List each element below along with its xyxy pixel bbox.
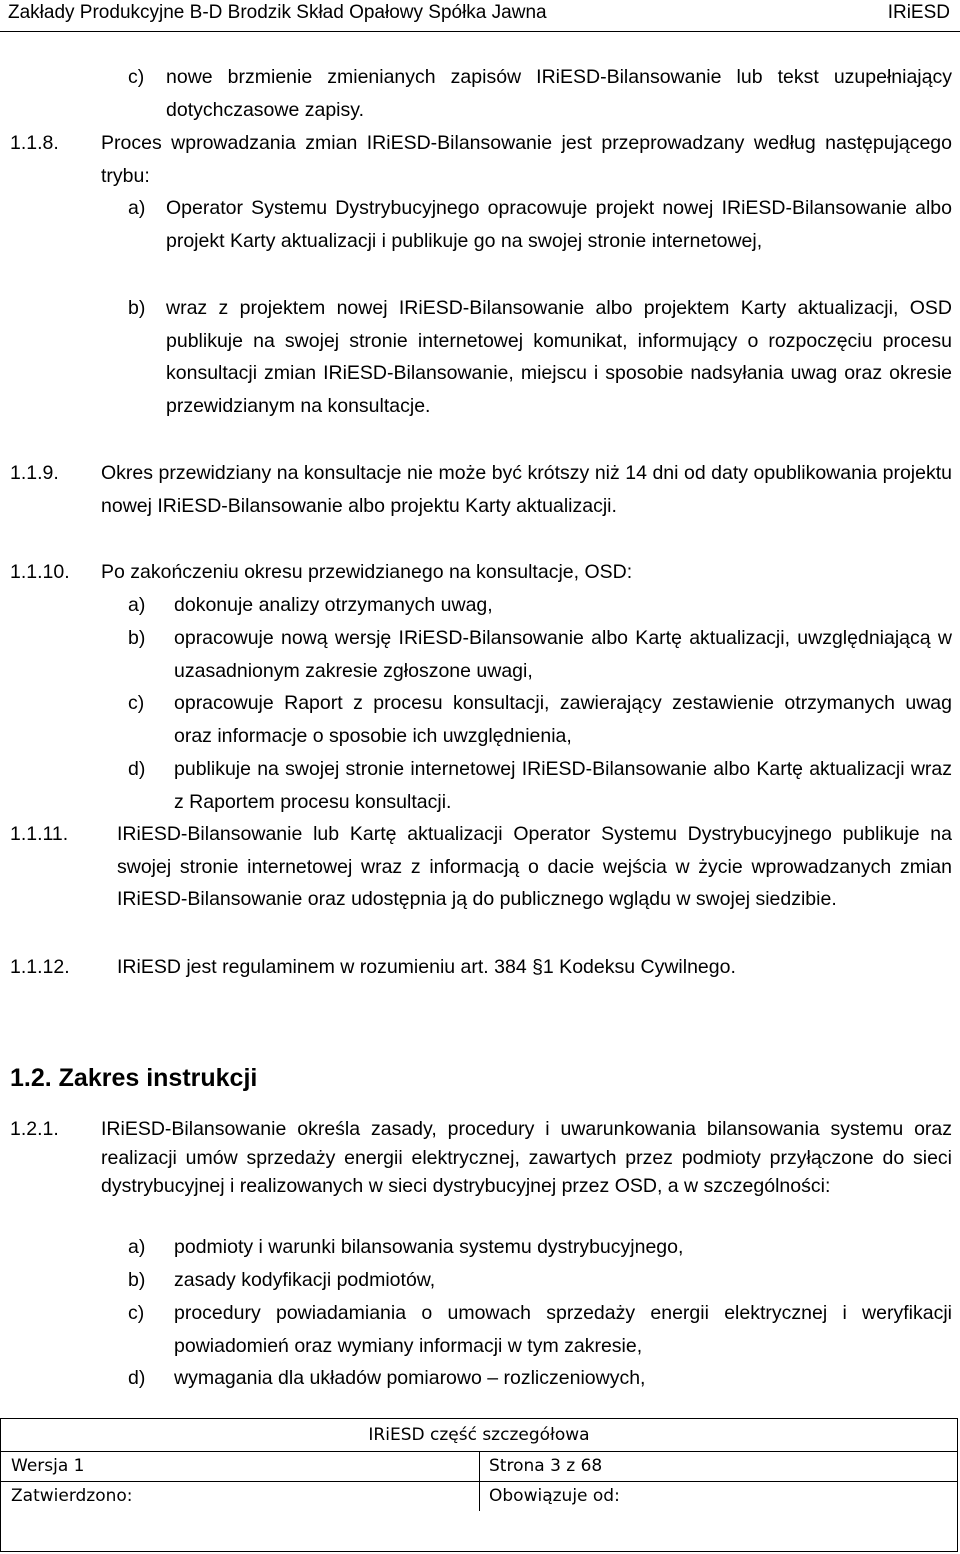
item-label: a) — [128, 594, 146, 616]
footer-page-number: Strona 3 z 68 — [489, 1456, 603, 1476]
section-number-1-1-8: 1.1.8. — [10, 132, 59, 154]
section-number-1-1-9: 1.1.9. — [10, 462, 59, 484]
paragraph-1-2-1-b: zasady kodyfikacji podmiotów, — [174, 1269, 436, 1291]
paragraph-1-2-1-d: wymagania dla układów pomiarowo – rozliczeniowych, — [174, 1367, 646, 1389]
paragraph-1-1-12: IRiESD jest regulaminem w rozumieniu art. 384 §1 Kodeksu Cywilnego. — [117, 956, 736, 978]
paragraph-1-1-9: Okres przewidziany na konsultacje nie może być krótszy niż 14 dni od daty opublikowania projektu nowej IRiESD-Bilansowanie albo projektu Karty aktualizacji. — [101, 462, 952, 517]
paragraph-1-1-10-a: dokonuje analizy otrzymanych uwag, — [174, 594, 493, 616]
item-label: c) — [128, 1302, 145, 1324]
paragraph-1-1-10-d: publikuje na swojej stronie internetowej IRiESD-Bilansowanie albo Kartę aktualizacji wraz z Raportem procesu konsultacji. — [174, 758, 952, 813]
header-company: Zakłady Produkcyjne B-D Brodzik Skład Opałowy Spółka Jawna — [8, 2, 547, 23]
paragraph-1-2-1-c: procedury powiadamiania o umowach sprzedaży energii elektrycznej i weryfikacji powiadomień oraz wymiany informacji w tym zakresie, — [174, 1302, 952, 1357]
item-label: a) — [128, 1236, 146, 1258]
footer-row — [1, 1451, 957, 1482]
footer-title: IRiESD część szczegółowa — [1, 1419, 957, 1452]
item-label: d) — [128, 758, 146, 780]
paragraph-1-1-8-a: Operator Systemu Dystrybucyjnego opracowuje projekt nowej IRiESD-Bilansowanie albo projekt Karty aktualizacji i publikuje go na swojej stronie internetowej, — [166, 197, 952, 252]
item-label: b) — [128, 627, 146, 649]
footer-effective-label: Obowiązuje od: — [489, 1486, 620, 1506]
paragraph-1-1-8: Proces wprowadzania zmian IRiESD-Bilansowanie jest przeprowadzany według następującego trybu: — [101, 132, 952, 187]
item-label: c) — [128, 692, 145, 714]
section-heading-1-2: 1.2. Zakres instrukcji — [10, 1064, 258, 1092]
header-doc-code: IRiESD — [887, 2, 950, 23]
section-number-1-1-11: 1.1.11. — [10, 823, 69, 845]
footer-approved-label: Zatwierdzono: — [11, 1486, 133, 1506]
paragraph-1-1-8-b: wraz z projektem nowej IRiESD-Bilansowanie albo projektem Karty aktualizacji, OSD publikuje na swojej stronie internetowej komunikat, informujący o rozpoczęciu procesu konsultacji zmian IRiESD-Bilansowanie, miejscu i sposobie nadsyłania uwag oraz okresie przewidzianym na konsultacje. — [166, 297, 952, 417]
paragraph-1-1-10: Po zakończeniu okresu przewidzianego na konsultacje, OSD: — [101, 561, 633, 583]
paragraph-1-2-1-a: podmioty i warunki bilansowania systemu dystrybucyjnego, — [174, 1236, 684, 1258]
page-header — [0, 0, 960, 32]
item-label: b) — [128, 297, 146, 319]
footer-version: Wersja 1 — [11, 1456, 85, 1476]
paragraph-1-2-1: IRiESD-Bilansowanie określa zasady, procedury i uwarunkowania bilansowania systemu oraz realizacji umów sprzedaży energii elektrycznej, zawartych przez podmioty przyłączone do sieci dystrybucyjnej i realizowanych w sieci dystrybucyjnej przez OSD, a w szczególności: — [101, 1118, 952, 1197]
page-footer-table — [0, 1418, 958, 1552]
item-label: a) — [128, 197, 146, 219]
paragraph-1-1-11: IRiESD-Bilansowanie lub Kartę aktualizacji Operator Systemu Dystrybucyjnego publikuje na swojej stronie internetowej wraz z informacją o dacie wejścia w życie wprowadzanych zmian IRiESD-Bilansowanie oraz udostępnia ją do publicznego wglądu w swojej siedzibie. — [117, 823, 952, 910]
paragraph-1-1-10-c: opracowuje Raport z procesu konsultacji, zawierający zestawienie otrzymanych uwag oraz informacje o sposobie ich uwzględnienia, — [174, 692, 952, 747]
section-number-1-2-1: 1.2.1. — [10, 1118, 59, 1140]
footer-row — [1, 1481, 957, 1511]
item-label: d) — [128, 1367, 146, 1389]
section-number-1-1-12: 1.1.12. — [10, 956, 70, 978]
item-label: c) — [128, 66, 145, 88]
paragraph-1-1-10-b: opracowuje nową wersję IRiESD-Bilansowanie albo Kartę aktualizacji, uwzględniającą w uzasadnionym zakresie zgłoszone uwagi, — [174, 627, 952, 682]
paragraph-1-1-7-c: nowe brzmienie zmienianych zapisów IRiESD-Bilansowanie lub tekst uzupełniający dotychczasowe zapisy. — [166, 66, 952, 121]
item-label: b) — [128, 1269, 146, 1291]
section-number-1-1-10: 1.1.10. — [10, 561, 70, 583]
